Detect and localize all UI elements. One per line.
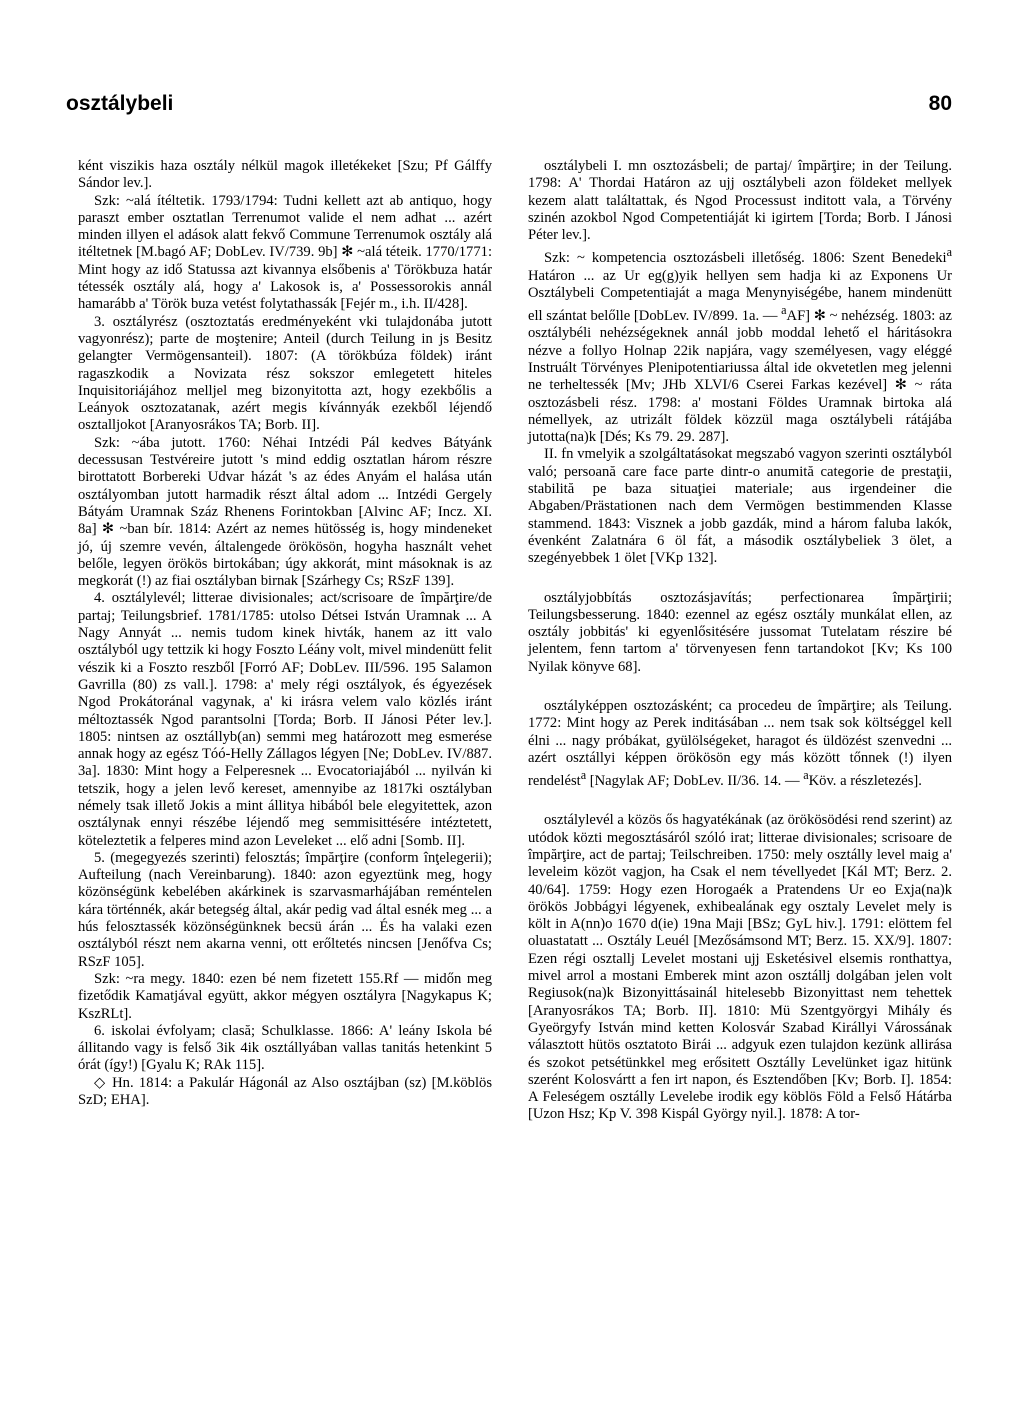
- entry-paragraph: osztályjobbítás osztozásjavítás; perfectionarea împărţirii; Teilungsbesserung. 1840: ezennel az egész osztály munkálat ellen, az osztály jobbitás' ki egyenlősitésére jussomat Tutelatam részire bé jelentem, fenn tartom a' törvenyesen fenn tartandokot [Kv; Ks 100 Nyilak könyve 68].: [528, 589, 952, 675]
- page-number: 80: [928, 92, 952, 115]
- entry-paragraph: ◇ Hn. 1814: a Pakulár Hágonál az Also osztájban (sz) [M.köblös SzD; EHA].: [78, 1074, 492, 1109]
- entry-paragraph: Szk: ~alá ítéltetik. 1793/1794: Tudni kellett azt ab antiquo, hogy paraszt ember osztatlan Terrenumot valide el nem adhat ... azért minden illyen el adások alatt fekvő Commune Terrenumok osztály alá itéltetnek [M.bagó AF; DobLev. IV/739. 9b] ✻ ~alá téteik. 1770/1771: Mint hogy az idő Statussa azt kivannya elsőbenis a' Törökbuza határ tétessék osztály alá, hogy a' Lakosok is, a' Possessorokis annál hamarább a' Török buza vetést folytathassák [Fejér m., i.h. II/428].: [78, 192, 492, 313]
- running-header: [66, 92, 952, 122]
- entry-paragraph: osztályképpen osztozásként; ca procedeu de împărţire; als Teilung. 1772: Mint hogy az Perek inditásában ... nem tsak sok költséggel kell élni ... nagy próbákat, gyülölségeket, haragot és üldözést szenvedni ... azért osztállyi képpen örökösön egy más között tőnnek (!) ilyen rendelést$^a$ [Nagylak AF; DobLev. II/36. 14. — $^a$Köv. a részletezés].: [528, 698, 952, 790]
- entry-paragraph: 5. (megegyezés szerinti) felosztás; împărţire (conform înţelegerii); Aufteilung (nach Vereinbarung). 1840: azon egyeztünk meg, hogy közönségünk kebelében akárkinek is szarvasmarhájában reméntelen kára történnék, akár betegség által, akár pedig vad által esnék meg ... a hús felosztassék közönségünknek becsü árán ... És ha valaki ezen osztályból részt nem akarna venni, ott erőltetés nincsen [Jenőfva Cs; RSzF 105].: [78, 849, 492, 970]
- entry-paragraph: 3. osztályrész (osztoztatás eredményeként vki tulajdonába jutott vagyonrész); parte de moştenire; Anteil (durch Teilung in js Besitz gelangter Vermögensanteil). 1807: (A törökbúza földek) iránt ragaszkodik a Novizata rész sokszor emlegetett hiteles Inquisitoriájához melljel meg bizonyitotta azt, hogy ezekbőlis a Leányok osztozatanak, azért megis kívánnyák ezekből léjendő osztalljokot [Aranyosrákos TA; Borb. II].: [78, 313, 492, 434]
- left-column: [78, 158, 492, 1109]
- entry-paragraph: osztálylevél a közös ős hagyatékának (az örökösödési rend szerint) az utódok közti megosztásáról szóló irat; litterae divisionales; scrisoare de împărţire, act de partaj; Teilschreiben. 1750: mely osztálly level maig a' leveleim közöt vagjon, ha Csak el nem tévellyedet [Kál MT; Berz. 2. 40/64]. 1759: Hogy ezen Horogaék a Pratendens Ur eo Exja(na)k örökös Jobbágyi légyenek, exhibealának egy osztaly Levelet mely is költ in A(nn)o 1670 d(ie) 19na Maji [BSz; GyL hiv.]. 1791: elöttem fel oluastatatt ... Osztály Leuél [Mezősámsond MT; Berz. 15. XX/9]. 1807: Ezen régi osztallj Levelet mostani ujj Esketésivel elsemis ronthattya, mivel arrol a mostani Emberek mint azon osztállj dolgában jelen volt Regiusok(na)k Bizonyittásainál hitelesebb Bizonyittast nem tehettek [Aranyosrákos TA; Borb. II]. 1810: Mü Szentgyörgyi Mihály és Gyeörgyfy István mind ketten Kolosvár Szabad Királlyi Várossának választott hütös osztatoto Birái ... adgyuk ezen tulajdon kezünk allirása és szokot petsétünkkel meg erősitett Osztálly Levelünket igaz hitünk szerént Kolosvártt a fen irt napon, és Esztendőben [Kv; Borb. I]. 1854: A Feleségem osztálly Levelebe irodik egy köblös Föld a Felső Hátárba [Uzon Hsz; Kp V. 398 Kispál György nyil.]. 1878: A tor-: [528, 812, 952, 1123]
- entry-paragraph: II. fn vmelyik a szolgáltatásokat megszabó vagyon szerinti osztályból való; persoană care face parte dintr-o anumită categorie de prestaţii, stabilită pe baza situaţiei materiale; aus irgendeiner die Abgaben/Prästationen nach dem Vermögen bestimmenden Klasse stammend. 1843: Visznek a jobb gazdák, mind a három faluba lakók, évenként Zalatnára 6 öl fát, a második osztálybeliek 3 ölet, a szegényebbek 1 ölet [VKp 132].: [528, 446, 952, 567]
- entry-paragraph: 4. osztálylevél; litterae divisionales; act/scrisoare de împărţire/de partaj; Teilungsbrief. 1781/1785: utolso Détsei István Uramnak ... A Nagy Annyát ... nemis tudom kinek hivták, hanem az itt valo osztályból ugy tettzik ki hogy Foszto Léány volt, mivel mindenütt felit vészik ki a Foszto reszből [Forró AF; DobLev. III/596. 195 Salamon Gavrilla (80) zs vall.]. 1798: a' mely régi osztályok, és égyezések Ngod Prokátoránal vagynak, a' ki irásra velem valo közlés iránt méltoztassék Ngod parantsolni [Torda; Borb. II Jánosi Péter lev.]. 1805: nintsen az osztállyb(an) semmi meg határozott meg esmerése annak hogy az egész Tóó-Helly Zállagos légyen [Ne; DobLev. IV/887. 3a]. 1830: Mint hogy a Felperesnek ... Evocatoriajából ... nyilván ki tetszik, hogy a jelen levő kereset, amennyibe az 1817ki osztályban némely tsak illető Jokis a mint állitya hibából bele elegyitettek, azon osztálynak ennyi részébe léjendő meg semmisittésére intéztetett, köteleztetik a felperes mind azon Leveleket ... elő adni [Somb. II].: [78, 590, 492, 849]
- right-column: [528, 158, 952, 1124]
- entry-paragraph: Szk: ~ra megy. 1840: ezen bé nem fizetett 155.Rf — midőn meg fizetődik Kamatjával együtt, akkor mégyen osztályra [Nagykapus K; KszRLt].: [78, 970, 492, 1022]
- entry-paragraph: ként viszikis haza osztály nélkül magok illetékeket [Szu; Pf Gálffy Sándor lev.].: [78, 158, 492, 192]
- entry-paragraph: Szk: ~ába jutott. 1760: Néhai Intzédi Pál kedves Bátyánk decessusan Testvéreire jutott 's mind eddig osztatlan három részre birottatott Borbereki Udvar házát 's az édes Anyám el halása után osztályomban jutott harmadik részt által adom ... Intzédi Gergely Bátyám Uramnak Száz Rhenens Forintokban [Alvinc AF; Incz. XI. 8a] ✻ ~ban bír. 1814: Azért az nemes hütösség is, hogy mindeneket jó, új szemre vevén, általengede örökösön, hogyha használt vehet belőle, legyen örökös birtokában; úgy akkorát, mint másoknak is az megkorát (!) az fiai osztályban birnak [Szárhegy Cs; RSzF 139].: [78, 434, 492, 590]
- entry-paragraph: osztálybeli I. mn osztozásbeli; de partaj/ împărţire; in der Teilung. 1798: A' Thordai Határon az ujj osztálybeli azon földeket mellyek kezem alatt találtattak, és Ngod Processust inditott vala, a Törvény szinén azokbol Ngod Competentiáját ki igirtem [Torda; Borb. I Jánosi Péter lev.].: [528, 158, 952, 244]
- entry-paragraph: Szk: ~ kompetencia osztozásbeli illetőség. 1806: Szent Benedeki$^a$ Határon ... az Ur eg(g)yik hellyen sem hadja ki az Exponens Ur Osztálybeli Competentiaját a maga Menynyiségébe, hanem mindenütt ell szántat belőlle [DobLev. IV/899. 1a. — $^a$AF] ✻ ~ nehézség. 1803: az osztálybéli nehézségeknek annál jobb moddal lehető el háritásokra nézve a follyo Holnap 22ik napjára, vagy személyesen, vagy eléggé Instruált Törvényes Plenipotentiariussa által ide okvetetlen meg jelenni ne terheltessék [Mv; JHb XLVI/6 Cserei Farkas kezével] ✻ ~ ráta osztozásbeli rész. 1798: a' mostani Földes Uramnak birtoka alá némellyek, az utrizált földek közzül maga osztálybeli rátájába jutotta(na)k [Dés; Ks 79. 29. 287].: [528, 245, 952, 446]
- running-headword: osztálybeli: [66, 92, 174, 115]
- entry-paragraph: 6. iskolai évfolyam; clasă; Schulklasse. 1866: A' leány Iskola bé állitando vagy is felső 3ik 4ik osztállyában vallas tanitás hetenkint 5 órát (így!) [Gyalu K; RAk 115].: [78, 1022, 492, 1074]
